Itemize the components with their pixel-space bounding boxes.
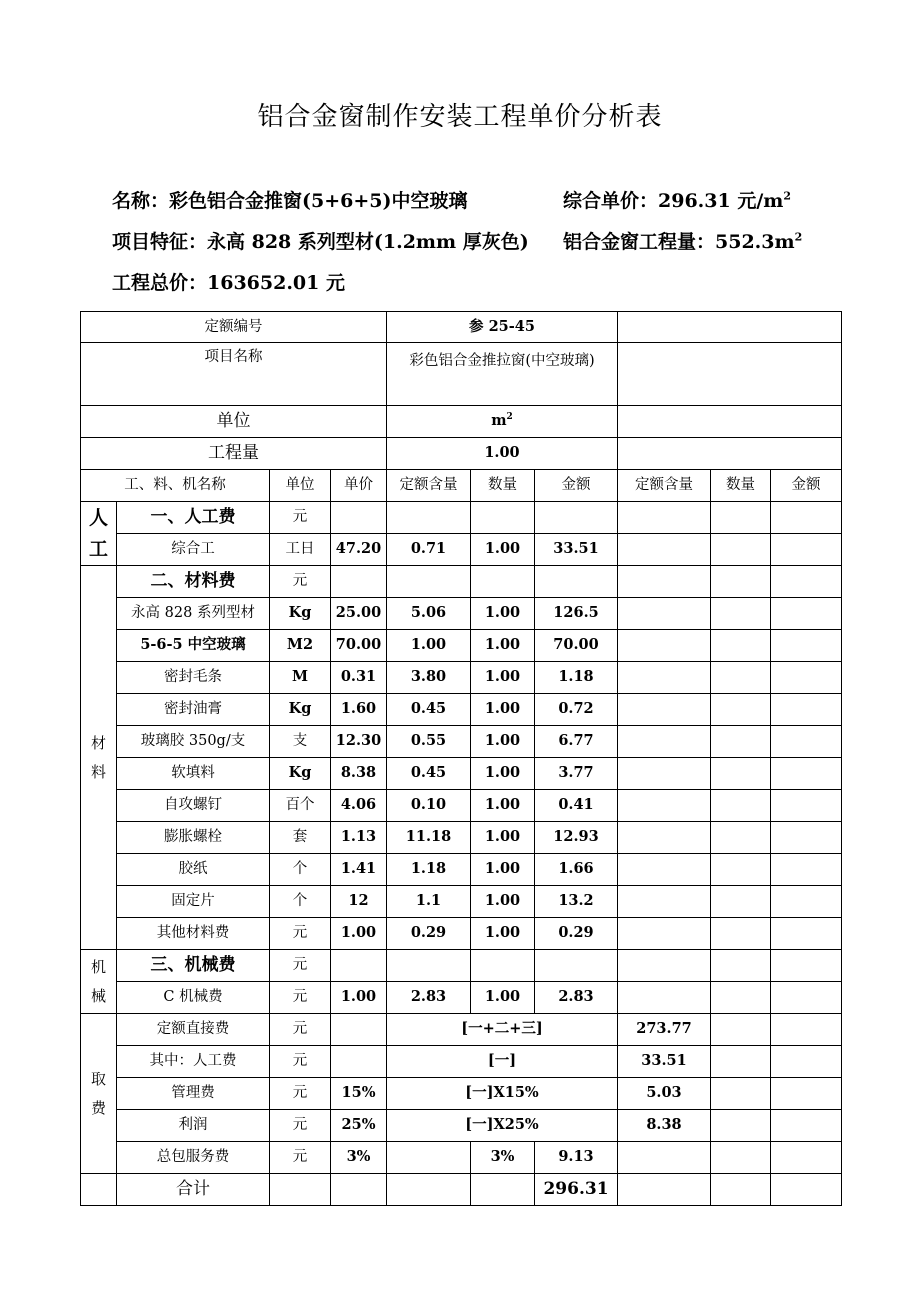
- row-name: 玻璃胶 350g/支: [117, 726, 270, 758]
- row-unit: 元: [270, 918, 331, 950]
- empty-cell: [771, 982, 842, 1014]
- quantity-empty: [618, 438, 842, 470]
- row-price: [331, 1014, 387, 1046]
- empty-cell: [771, 566, 842, 598]
- row-qty: 3%: [471, 1142, 535, 1174]
- row-name: 软填料: [117, 758, 270, 790]
- empty-cell: [711, 1110, 771, 1142]
- row-qty: 1.00: [471, 982, 535, 1014]
- column-header: 数量: [471, 470, 535, 502]
- empty-cell: [618, 822, 711, 854]
- empty-cell: [331, 1174, 387, 1206]
- row-price: 70.00: [331, 630, 387, 662]
- empty-cell: [711, 502, 771, 534]
- row-qty: 1.00: [471, 854, 535, 886]
- machine-section-unit: 元: [270, 950, 331, 982]
- quota-number-row: [81, 312, 842, 343]
- row-name: 管理费: [117, 1078, 270, 1110]
- empty-cell: [618, 982, 711, 1014]
- empty-cell: [711, 1142, 771, 1174]
- fee-row: [81, 1142, 842, 1174]
- row-unit: 百个: [270, 790, 331, 822]
- row-price: 12: [331, 886, 387, 918]
- labor-section-unit: 元: [270, 502, 331, 534]
- row-qty: 1.00: [471, 694, 535, 726]
- table-row: [81, 790, 842, 822]
- empty-cell: [771, 534, 842, 566]
- empty-cell: [618, 1142, 711, 1174]
- table-row: [81, 854, 842, 886]
- row-name: 利润: [117, 1110, 270, 1142]
- row-qty: 1.00: [471, 790, 535, 822]
- row-amount: 5.03: [618, 1078, 711, 1110]
- row-name: 密封油膏: [117, 694, 270, 726]
- empty-cell: [771, 662, 842, 694]
- quota-number-label: 定额编号: [81, 312, 387, 343]
- row-unit: 个: [270, 854, 331, 886]
- total-info: 工程总价：163652.01 元: [112, 272, 345, 294]
- unit-price-text: 综合单价：296.31 元/m: [563, 190, 784, 212]
- row-unit: 元: [270, 1078, 331, 1110]
- row-amount: 6.77: [535, 726, 618, 758]
- row-quota: 0.45: [387, 694, 471, 726]
- empty-cell: [387, 1174, 471, 1206]
- row-name: 膨胀螺栓: [117, 822, 270, 854]
- page-title: 铝合金窗制作安装工程单价分析表: [257, 102, 663, 132]
- empty-cell: [771, 726, 842, 758]
- empty-cell: [618, 630, 711, 662]
- unit-value-base: m: [491, 412, 507, 430]
- total-amount: 296.31: [535, 1174, 618, 1206]
- empty-cell: [711, 1174, 771, 1206]
- empty-cell: [771, 854, 842, 886]
- empty-cell: [535, 566, 618, 598]
- row-quota: 0.45: [387, 758, 471, 790]
- table-row: [81, 598, 842, 630]
- row-amount: 0.29: [535, 918, 618, 950]
- row-formula: [一+二+三]: [387, 1014, 618, 1046]
- empty-cell: [711, 598, 771, 630]
- row-unit: 套: [270, 822, 331, 854]
- row-name: 其他材料费: [117, 918, 270, 950]
- labor-category: 人工: [81, 502, 117, 566]
- table-row: [81, 758, 842, 790]
- empty-cell: [618, 662, 711, 694]
- row-amount: 3.77: [535, 758, 618, 790]
- column-header: 金额: [535, 470, 618, 502]
- quantity-info: [563, 227, 802, 254]
- fee-category: 取费: [81, 1014, 117, 1174]
- empty-cell: [711, 758, 771, 790]
- empty-cell: [711, 886, 771, 918]
- row-unit: 元: [270, 1110, 331, 1142]
- quota-number-value: 参 25-45: [387, 312, 618, 343]
- empty-cell: [711, 566, 771, 598]
- fee-row: [81, 1110, 842, 1142]
- row-amount: 8.38: [618, 1110, 711, 1142]
- unit-value: [387, 406, 618, 438]
- row-unit: M2: [270, 630, 331, 662]
- table-row: [81, 534, 842, 566]
- empty-cell: [711, 950, 771, 982]
- empty-cell: [331, 502, 387, 534]
- empty-cell: [771, 502, 842, 534]
- unit-price-info: [563, 186, 791, 213]
- row-quota: 3.80: [387, 662, 471, 694]
- row-unit: M: [270, 662, 331, 694]
- empty-cell: [711, 1014, 771, 1046]
- empty-cell: [618, 534, 711, 566]
- empty-cell: [535, 950, 618, 982]
- column-header: 单价: [331, 470, 387, 502]
- empty-cell: [387, 566, 471, 598]
- empty-cell: [771, 1110, 842, 1142]
- row-amount: 0.41: [535, 790, 618, 822]
- empty-cell: [771, 918, 842, 950]
- empty-cell: [771, 1014, 842, 1046]
- row-amount: 12.93: [535, 822, 618, 854]
- row-price: 25%: [331, 1110, 387, 1142]
- row-unit: Kg: [270, 598, 331, 630]
- unit-row: [81, 406, 842, 438]
- item-name-info: 名称：彩色铝合金推窗(5+6+5)中空玻璃: [112, 190, 468, 212]
- empty-cell: [387, 1142, 471, 1174]
- row-name: 胶纸: [117, 854, 270, 886]
- row-unit: 元: [270, 982, 331, 1014]
- item-name-label: 项目名称: [81, 343, 387, 406]
- empty-cell: [711, 726, 771, 758]
- empty-cell: [771, 1078, 842, 1110]
- column-header-row: [81, 470, 842, 502]
- unit-value-sup: 2: [506, 412, 513, 423]
- row-quota: 0.71: [387, 534, 471, 566]
- empty-cell: [618, 950, 711, 982]
- row-amount: 33.51: [535, 534, 618, 566]
- empty-cell: [711, 694, 771, 726]
- row-amount: 273.77: [618, 1014, 711, 1046]
- row-amount: 0.72: [535, 694, 618, 726]
- row-qty: 1.00: [471, 758, 535, 790]
- row-price: 1.41: [331, 854, 387, 886]
- item-name-value: 彩色铝合金推拉窗(中空玻璃): [387, 343, 618, 406]
- table-row: [81, 918, 842, 950]
- unit-price-sup: 2: [783, 189, 792, 203]
- row-qty: 1.00: [471, 630, 535, 662]
- empty-cell: [771, 1174, 842, 1206]
- fee-row: [81, 1078, 842, 1110]
- row-amount: 126.5: [535, 598, 618, 630]
- empty-cell: [618, 758, 711, 790]
- fee-row: [81, 1046, 842, 1078]
- row-unit: 工日: [270, 534, 331, 566]
- row-name: 密封毛条: [117, 662, 270, 694]
- row-name: 综合工: [117, 534, 270, 566]
- empty-cell: [618, 918, 711, 950]
- empty-cell: [331, 950, 387, 982]
- row-qty: 1.00: [471, 726, 535, 758]
- row-price: 0.31: [331, 662, 387, 694]
- feature-info: 项目特征：永高 828 系列型材(1.2mm 厚灰色): [112, 231, 529, 253]
- table-row: [81, 662, 842, 694]
- row-name: 固定片: [117, 886, 270, 918]
- quantity-text: 铝合金窗工程量：552.3m: [563, 231, 795, 253]
- row-price: 1.00: [331, 918, 387, 950]
- row-unit: 元: [270, 1014, 331, 1046]
- row-qty: 1.00: [471, 918, 535, 950]
- row-formula: [一]: [387, 1046, 618, 1078]
- row-quota: 1.1: [387, 886, 471, 918]
- row-name: 定额直接费: [117, 1014, 270, 1046]
- price-analysis-table: [80, 311, 842, 1206]
- empty-cell: [771, 1046, 842, 1078]
- row-qty: 1.00: [471, 662, 535, 694]
- material-section-row: [81, 566, 842, 598]
- table-row: [81, 694, 842, 726]
- column-header: 定额含量: [618, 470, 711, 502]
- empty-cell: [771, 598, 842, 630]
- row-amount: 2.83: [535, 982, 618, 1014]
- empty-cell: [618, 854, 711, 886]
- row-price: 4.06: [331, 790, 387, 822]
- row-amount: 70.00: [535, 630, 618, 662]
- table-row: [81, 630, 842, 662]
- row-name: 总包服务费: [117, 1142, 270, 1174]
- empty-cell: [711, 1046, 771, 1078]
- row-name: 永高 828 系列型材: [117, 598, 270, 630]
- labor-section-row: [81, 502, 842, 534]
- row-price: 1.60: [331, 694, 387, 726]
- empty-cell: [81, 1174, 117, 1206]
- row-amount: 1.18: [535, 662, 618, 694]
- quota-number-empty: [618, 312, 842, 343]
- row-price: 8.38: [331, 758, 387, 790]
- empty-cell: [711, 534, 771, 566]
- row-qty: 1.00: [471, 886, 535, 918]
- empty-cell: [711, 854, 771, 886]
- row-qty: 1.00: [471, 534, 535, 566]
- empty-cell: [387, 502, 471, 534]
- row-quota: 5.06: [387, 598, 471, 630]
- empty-cell: [711, 982, 771, 1014]
- row-qty: 1.00: [471, 598, 535, 630]
- row-quota: 0.29: [387, 918, 471, 950]
- empty-cell: [771, 694, 842, 726]
- empty-cell: [771, 630, 842, 662]
- total-row: [81, 1174, 842, 1206]
- empty-cell: [711, 822, 771, 854]
- empty-cell: [471, 950, 535, 982]
- empty-cell: [270, 1174, 331, 1206]
- row-price: 25.00: [331, 598, 387, 630]
- column-header: 定额含量: [387, 470, 471, 502]
- empty-cell: [618, 694, 711, 726]
- column-header: 数量: [711, 470, 771, 502]
- table-row: [81, 726, 842, 758]
- row-unit: 个: [270, 886, 331, 918]
- item-name-row: [81, 343, 842, 406]
- row-amount: 9.13: [535, 1142, 618, 1174]
- column-header: 工、料、机名称: [81, 470, 270, 502]
- empty-cell: [618, 566, 711, 598]
- labor-section-title: 一、人工费: [117, 502, 270, 534]
- empty-cell: [331, 566, 387, 598]
- quantity-sup: 2: [794, 230, 803, 244]
- row-quota: 0.55: [387, 726, 471, 758]
- row-amount: 13.2: [535, 886, 618, 918]
- row-name: C 机械费: [117, 982, 270, 1014]
- material-category: 材料: [81, 566, 117, 950]
- row-amount: 1.66: [535, 854, 618, 886]
- empty-cell: [618, 502, 711, 534]
- row-quota: 2.83: [387, 982, 471, 1014]
- empty-cell: [618, 886, 711, 918]
- empty-cell: [618, 790, 711, 822]
- machine-category: 机械: [81, 950, 117, 1014]
- quantity-row: [81, 438, 842, 470]
- quantity-label: 工程量: [81, 438, 387, 470]
- empty-cell: [771, 758, 842, 790]
- row-price: 12.30: [331, 726, 387, 758]
- empty-cell: [711, 662, 771, 694]
- row-price: 15%: [331, 1078, 387, 1110]
- empty-cell: [471, 1174, 535, 1206]
- row-name: 其中：人工费: [117, 1046, 270, 1078]
- row-unit: 元: [270, 1142, 331, 1174]
- machine-section-row: [81, 950, 842, 982]
- column-header: 单位: [270, 470, 331, 502]
- row-name: 5-6-5 中空玻璃: [117, 630, 270, 662]
- empty-cell: [387, 950, 471, 982]
- empty-cell: [711, 1078, 771, 1110]
- item-name-empty: [618, 343, 842, 406]
- table-row: [81, 886, 842, 918]
- row-formula: [一]X25%: [387, 1110, 618, 1142]
- empty-cell: [711, 790, 771, 822]
- unit-empty: [618, 406, 842, 438]
- empty-cell: [618, 598, 711, 630]
- row-amount: 33.51: [618, 1046, 711, 1078]
- row-unit: Kg: [270, 694, 331, 726]
- empty-cell: [771, 790, 842, 822]
- empty-cell: [711, 918, 771, 950]
- row-quota: 0.10: [387, 790, 471, 822]
- table-row: [81, 822, 842, 854]
- table-row: [81, 982, 842, 1014]
- row-name: 自攻螺钉: [117, 790, 270, 822]
- column-header: 金额: [771, 470, 842, 502]
- row-price: 1.13: [331, 822, 387, 854]
- empty-cell: [471, 502, 535, 534]
- row-unit: 支: [270, 726, 331, 758]
- empty-cell: [618, 1174, 711, 1206]
- row-price: 3%: [331, 1142, 387, 1174]
- quantity-value: 1.00: [387, 438, 618, 470]
- empty-cell: [771, 950, 842, 982]
- unit-label: 单位: [81, 406, 387, 438]
- empty-cell: [771, 1142, 842, 1174]
- empty-cell: [771, 822, 842, 854]
- row-price: 1.00: [331, 982, 387, 1014]
- row-formula: [一]X15%: [387, 1078, 618, 1110]
- row-quota: 1.00: [387, 630, 471, 662]
- total-label: 合计: [117, 1174, 270, 1206]
- row-quota: 11.18: [387, 822, 471, 854]
- row-price: [331, 1046, 387, 1078]
- empty-cell: [618, 726, 711, 758]
- fee-row: [81, 1014, 842, 1046]
- material-section-unit: 元: [270, 566, 331, 598]
- empty-cell: [471, 566, 535, 598]
- empty-cell: [771, 886, 842, 918]
- material-section-title: 二、材料费: [117, 566, 270, 598]
- row-qty: 1.00: [471, 822, 535, 854]
- machine-section-title: 三、机械费: [117, 950, 270, 982]
- row-price: 47.20: [331, 534, 387, 566]
- empty-cell: [711, 630, 771, 662]
- row-unit: Kg: [270, 758, 331, 790]
- row-unit: 元: [270, 1046, 331, 1078]
- empty-cell: [535, 502, 618, 534]
- row-quota: 1.18: [387, 854, 471, 886]
